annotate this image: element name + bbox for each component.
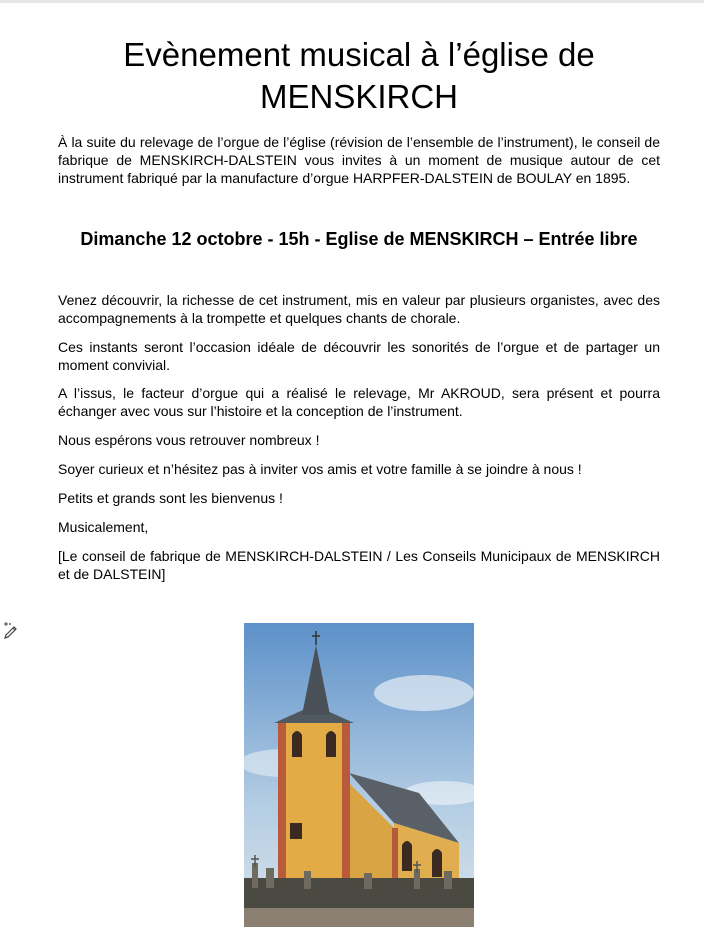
paragraph-discover: Venez découvrir, la richesse de cet instrument, mis en valeur par plusieurs organistes, avec des accompagnements à la trompette et quelques chants de chorale. — [58, 292, 660, 326]
paragraph-closing: Musicalement, — [58, 519, 149, 535]
paragraph-organ-builder: A l’issus, le facteur d’orgue qui a réalisé le relevage, Mr AKROUD, sera présent et pourra échanger avec vous sur l’histoire et la conception de l’instrument. — [58, 385, 660, 419]
signature: [Le conseil de fabrique de MENSKIRCH-DALSTEIN / Les Conseils Municipaux de MENSKIRCH et de DALSTEIN] — [58, 548, 660, 582]
intro-paragraph: À la suite du relevage de l’orgue de l’église (révision de l’ensemble de l’instrument), le conseil de fabrique de MENSKIRCH-DALSTEIN vous invites à un moment de musique autour de cet instrument fabriqué par la manufacture d’orgue HARPFER-DALSTEIN de BOULAY en 1895. — [58, 134, 660, 186]
paragraph-welcome: Petits et grands sont les bienvenus ! — [58, 490, 283, 506]
top-border — [0, 0, 704, 3]
paragraph-invite: Soyer curieux et n’hésitez pas à inviter vos amis et votre famille à se joindre à nous ! — [58, 461, 582, 477]
paragraph-moments: Ces instants seront l’occasion idéale de découvrir les sonorités de l’orgue et de partager un moment convivial. — [58, 339, 660, 373]
church-photo — [244, 623, 474, 927]
page-title: Evènement musical à l’église de MENSKIRCH — [123, 36, 595, 116]
event-details: Dimanche 12 octobre - 15h - Eglise de MENSKIRCH – Entrée libre — [80, 229, 638, 249]
magic-pen-icon[interactable] — [2, 621, 20, 639]
paragraph-hope: Nous espérons vous retrouver nombreux ! — [58, 432, 320, 448]
